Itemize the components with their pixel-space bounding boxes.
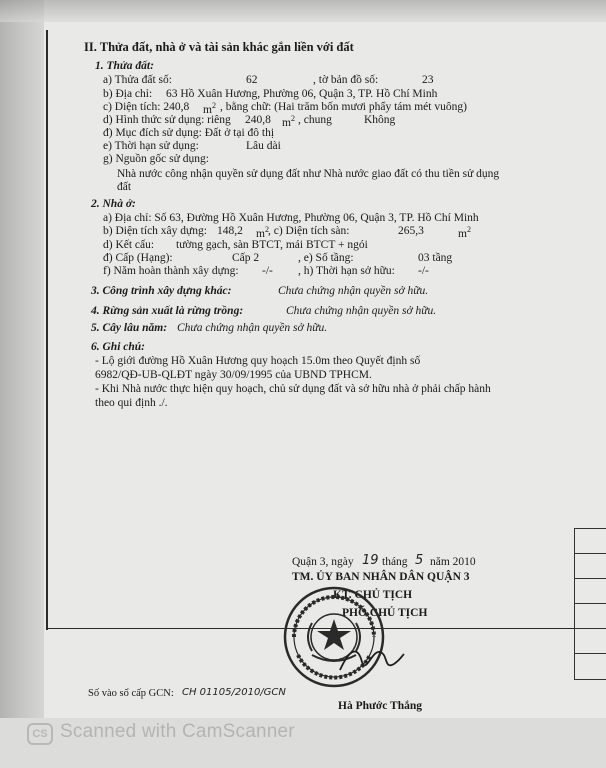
sign-month: 5 [415,553,424,568]
handwritten-signature [336,640,406,680]
usage-form-value: 240,8 [245,114,271,126]
land-area-words: , bằng chữ: (Hai trăm bốn mươi phẩy tám mét vuông) [220,101,467,113]
camscanner-logo-icon: CS [27,723,53,745]
registry-value: CH 01105/2010/GCN [182,687,286,698]
signer-name: Hà Phước Thắng [338,700,422,712]
floors-label: , e) Số tầng: [298,252,354,264]
camscanner-watermark-text: Scanned with CamScanner [60,721,295,742]
notes-line-4: theo qui định ./. [95,397,168,409]
margin-table [574,528,606,680]
structure-value: tường gạch, sàn BTCT, mái BTCT + ngói [176,239,368,251]
sign-organization: TM. ỦY BAN NHÂN DÂN QUẬN 3 [292,571,470,583]
other-works-value: Chưa chứng nhận quyền sở hữu. [278,285,429,297]
sign-month-label: tháng [382,556,408,568]
floor-area-value: 265,3 [398,225,424,237]
floor-area-unit: $m^2$ [458,225,471,240]
usage-form-unit: $m^2$ [282,114,295,129]
usage-term-value: Lâu dài [246,140,281,152]
land-area-label: c) Diện tích: 240,8 [103,101,190,113]
sign-kt: KT. CHỦ TỊCH [333,589,413,601]
notes-line-1: - Lộ giới đường Hồ Xuân Hương quy hoạch 15.0m theo Quyết định số [95,355,421,367]
map-number-label: , tờ bản đồ số: [313,74,379,86]
build-area-label: b) Diện tích xây dựng: [103,225,207,237]
usage-purpose: đ) Mục đích sử dụng: Đất ở tại đô thị [103,127,275,139]
sign-year: năm 2010 [430,556,476,568]
notes-line-3: - Khi Nhà nước thực hiện quy hoạch, chủ sử dụng đất và sở hữu nhà ở phải chấp hành [95,383,491,395]
grade-value: Cấp 2 [232,252,260,264]
forest-value: Chưa chứng nhận quyền sở hữu. [286,305,437,317]
map-number-value: 23 [422,74,434,86]
usage-form-label: d) Hình thức sử dụng: riêng [103,114,231,126]
other-works-title: 3. Công trình xây dựng khác: [91,285,232,297]
ownership-term-label: , h) Thời hạn sở hữu: [298,265,395,277]
ownership-term-value: -/- [418,265,429,277]
land-number-value: 62 [246,74,258,86]
notes-line-2: 6982/QĐ-UB-QLĐT ngày 30/09/1995 của UBND TPHCM. [95,369,372,381]
floors-value: 03 tầng [418,252,453,264]
land-address-label: b) Địa chỉ: [103,88,153,100]
build-area-unit: $m^2$ [256,225,269,240]
land-area-unit: $m^2$ [203,101,216,116]
scan-shadow-left [0,0,44,768]
perennial-value: Chưa chứng nhận quyền sở hữu. [177,322,328,334]
structure-label: d) Kết cấu: [103,239,155,251]
floor-area-label: , c) Diện tích sàn: [268,225,350,237]
completion-year-label: f) Năm hoàn thành xây dựng: [103,265,239,277]
frame-border-left [46,30,48,630]
sign-role: PHÓ CHỦ TỊCH [342,607,428,619]
sign-date-prefix: Quận 3, ngày [292,556,354,568]
grade-label: đ) Cấp (Hạng): [103,252,173,264]
perennial-title: 5. Cây lâu năm: [91,322,168,334]
forest-title: 4. Rừng sản xuất là rừng trồng: [91,305,244,317]
notes-title: 6. Ghi chú: [91,341,145,353]
completion-year-value: -/- [262,265,273,277]
house-title: 2. Nhà ở: [91,198,136,210]
section-heading: II. Thửa đất, nhà ở và tài sản khác gắn liền với đất [84,40,354,54]
land-number-label: a) Thửa đất số: [103,74,172,86]
build-area-value: 148,2 [217,225,243,237]
usage-shared-label: , chung [298,114,332,126]
usage-shared-value: Không [364,114,396,126]
usage-origin-value-2: đất [117,181,132,193]
usage-origin-label: g) Nguồn gốc sử dụng: [103,153,209,165]
sign-day: 19 [362,553,379,568]
land-title: 1. Thửa đất: [95,60,154,72]
usage-origin-value-1: Nhà nước công nhận quyền sử dụng đất như Nhà nước giao đất có thu tiền sử dụng [117,168,500,180]
scan-shadow-top [0,0,606,22]
land-address-value: 63 Hồ Xuân Hương, Phường 06, Quận 3, TP. Hồ Chí Minh [166,88,438,100]
usage-term-label: e) Thời hạn sử dụng: [103,140,199,152]
house-address: a) Địa chỉ: Số 63, Đường Hồ Xuân Hương, Phường 06, Quận 3, TP. Hồ Chí Minh [103,212,479,224]
registry-label: Số vào sổ cấp GCN: [88,688,174,699]
